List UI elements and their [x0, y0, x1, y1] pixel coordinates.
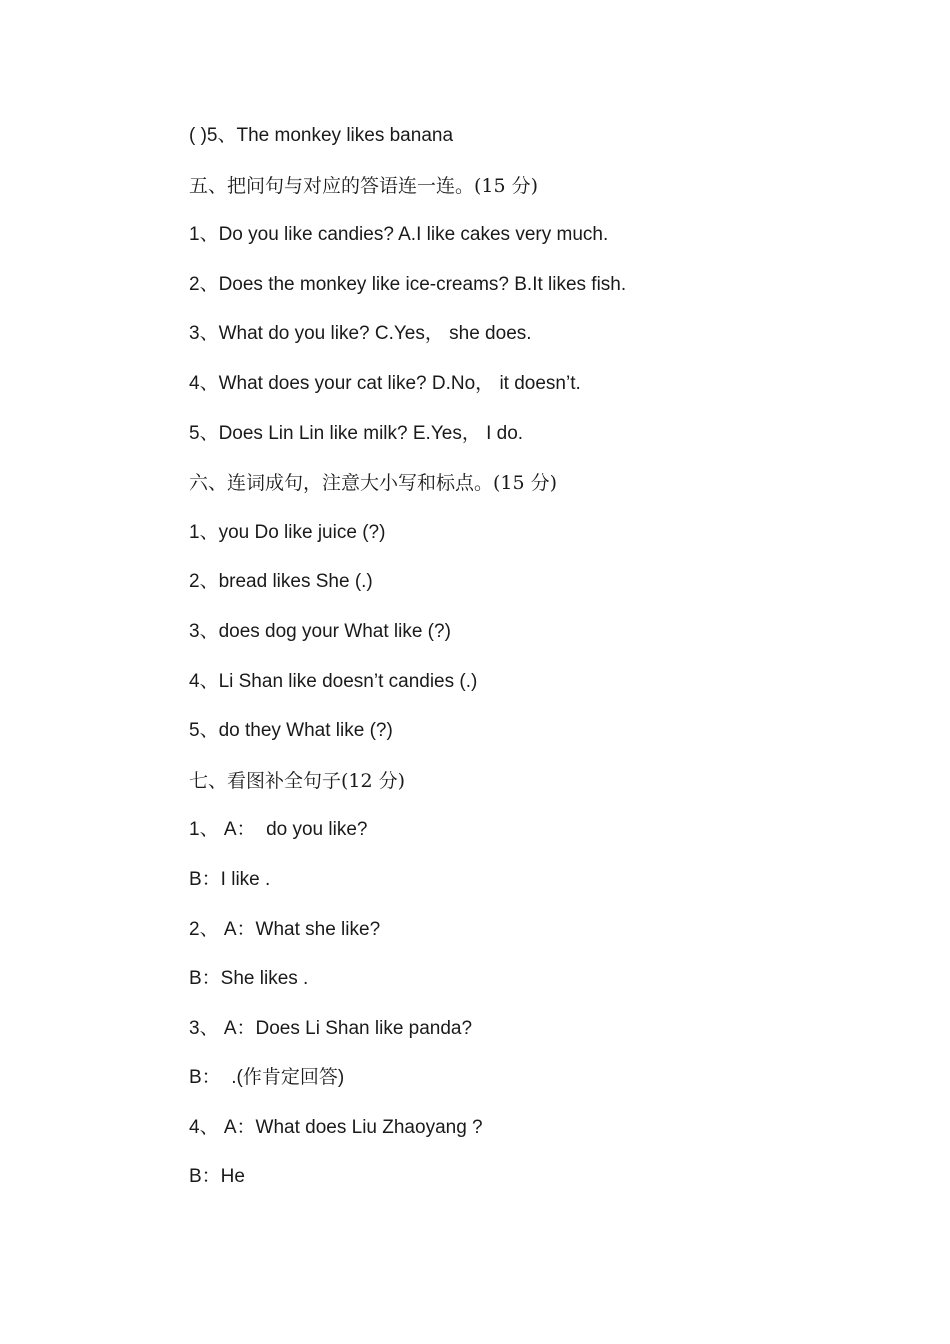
- question-line: 4、What does your cat like? D.No， it doesn’t.: [189, 372, 581, 394]
- question-line: 4、 A：What does Liu Zhaoyang ?: [189, 1116, 483, 1138]
- question-line: 4、Li Shan like doesn’t candies (.): [189, 670, 478, 692]
- question-line: 2、Does the monkey like ice-creams? B.It likes fish.: [189, 273, 627, 295]
- question-line: 3、 A：Does Li Shan like panda?: [189, 1017, 473, 1039]
- section-heading: 六、连词成句，注意大小写和标点。(15 分): [189, 472, 558, 495]
- question-line: 1、you Do like juice (?): [189, 521, 386, 543]
- document-body: [189, 122, 869, 1213]
- question-line: 1、 A： do you like?: [189, 819, 368, 841]
- question-line: ( )5、The monkey likes banana: [189, 125, 454, 146]
- answer-line: B：I like .: [189, 868, 271, 890]
- question-line: 3、What do you like? C.Yes， she does.: [189, 323, 532, 345]
- question-line: 1、Do you like candies? A.I like cakes very much.: [189, 224, 609, 246]
- answer-line: B：She likes .: [189, 968, 309, 990]
- question-line: 5、do they What like (?): [189, 720, 393, 742]
- answer-line: B：He: [189, 1166, 245, 1188]
- question-line: 3、does dog your What like (?): [189, 620, 451, 642]
- section-heading: 五、把问句与对应的答语连一连。(15 分): [189, 174, 539, 197]
- question-line: 5、Does Lin Lin like milk? E.Yes， I do.: [189, 422, 524, 444]
- section-heading: 七、看图补全句子(12 分): [189, 769, 406, 792]
- question-line: 2、bread likes She (.): [189, 571, 373, 593]
- question-line: 2、 A：What she like?: [189, 918, 381, 940]
- answer-line: B： .(作肯定回答): [189, 1067, 345, 1089]
